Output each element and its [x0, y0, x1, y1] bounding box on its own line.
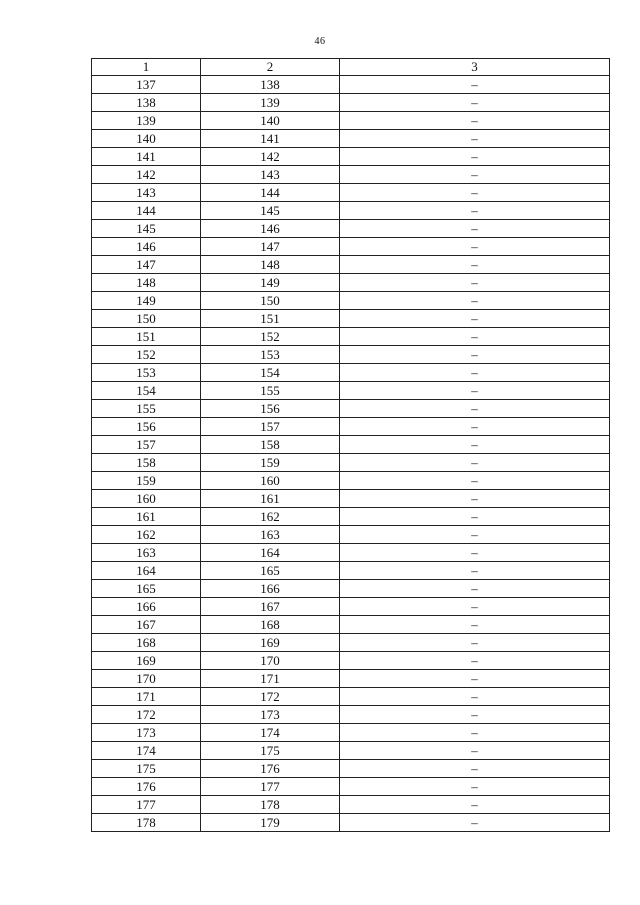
table-row	[92, 670, 610, 688]
table-cell-col1: 167	[92, 616, 201, 634]
table-cell-col3: –	[340, 220, 610, 238]
table-row	[92, 562, 610, 580]
table-row	[92, 418, 610, 436]
table-cell-col3: –	[340, 724, 610, 742]
column-header-2: 2	[201, 59, 340, 76]
table-cell-col2: 169	[201, 634, 340, 652]
table-cell-col2: 166	[201, 580, 340, 598]
table-cell-col3: –	[340, 796, 610, 814]
table-row	[92, 256, 610, 274]
table-cell-col2: 172	[201, 688, 340, 706]
table-cell-col2: 156	[201, 400, 340, 418]
table-cell-col1: 175	[92, 760, 201, 778]
table-cell-col1: 178	[92, 814, 201, 832]
table-row	[92, 202, 610, 220]
table-cell-col1: 148	[92, 274, 201, 292]
table-row	[92, 616, 610, 634]
table-cell-col2: 161	[201, 490, 340, 508]
table-cell-col2: 170	[201, 652, 340, 670]
table-cell-col1: 162	[92, 526, 201, 544]
table-row	[92, 382, 610, 400]
table-cell-col1: 168	[92, 634, 201, 652]
table-row	[92, 238, 610, 256]
table-row	[92, 742, 610, 760]
table-cell-col3: –	[340, 130, 610, 148]
table-cell-col1: 171	[92, 688, 201, 706]
table-cell-col1: 160	[92, 490, 201, 508]
table-row	[92, 112, 610, 130]
table-cell-col1: 149	[92, 292, 201, 310]
table-cell-col3: –	[340, 814, 610, 832]
table-cell-col3: –	[340, 706, 610, 724]
table-cell-col2: 167	[201, 598, 340, 616]
table-cell-col2: 178	[201, 796, 340, 814]
table-cell-col1: 176	[92, 778, 201, 796]
table-cell-col1: 146	[92, 238, 201, 256]
table-row	[92, 130, 610, 148]
table-cell-col3: –	[340, 526, 610, 544]
table-cell-col3: –	[340, 274, 610, 292]
table-row	[92, 796, 610, 814]
table-body	[92, 76, 610, 832]
table-cell-col1: 139	[92, 112, 201, 130]
table-row	[92, 166, 610, 184]
table-cell-col2: 158	[201, 436, 340, 454]
table-cell-col3: –	[340, 562, 610, 580]
table-cell-col2: 159	[201, 454, 340, 472]
table-cell-col3: –	[340, 742, 610, 760]
table-cell-col2: 138	[201, 76, 340, 94]
table-row	[92, 148, 610, 166]
table-cell-col2: 160	[201, 472, 340, 490]
table-cell-col3: –	[340, 184, 610, 202]
table-row	[92, 436, 610, 454]
table-row	[92, 94, 610, 112]
table-row	[92, 634, 610, 652]
table-cell-col1: 157	[92, 436, 201, 454]
table-cell-col2: 153	[201, 346, 340, 364]
table-cell-col2: 168	[201, 616, 340, 634]
table-cell-col2: 152	[201, 328, 340, 346]
table-row	[92, 706, 610, 724]
table-cell-col1: 165	[92, 580, 201, 598]
table-cell-col3: –	[340, 310, 610, 328]
table-cell-col3: –	[340, 544, 610, 562]
table-cell-col3: –	[340, 778, 610, 796]
table-row	[92, 778, 610, 796]
table-cell-col2: 142	[201, 148, 340, 166]
table-row	[92, 472, 610, 490]
table-cell-col1: 141	[92, 148, 201, 166]
table-cell-col1: 147	[92, 256, 201, 274]
table-row	[92, 652, 610, 670]
table-cell-col1: 155	[92, 400, 201, 418]
table-cell-col1: 152	[92, 346, 201, 364]
table-cell-col2: 155	[201, 382, 340, 400]
table-cell-col3: –	[340, 94, 610, 112]
table-cell-col2: 146	[201, 220, 340, 238]
table-cell-col3: –	[340, 382, 610, 400]
table-cell-col2: 150	[201, 292, 340, 310]
table-cell-col1: 142	[92, 166, 201, 184]
table-cell-col3: –	[340, 202, 610, 220]
table-row	[92, 76, 610, 94]
table-row	[92, 526, 610, 544]
table-row	[92, 274, 610, 292]
column-header-3: 3	[340, 59, 610, 76]
table-cell-col2: 174	[201, 724, 340, 742]
table-cell-col2: 171	[201, 670, 340, 688]
table-cell-col2: 139	[201, 94, 340, 112]
table-cell-col1: 151	[92, 328, 201, 346]
table-cell-col2: 154	[201, 364, 340, 382]
table-cell-col1: 163	[92, 544, 201, 562]
table-cell-col2: 148	[201, 256, 340, 274]
table-cell-col2: 175	[201, 742, 340, 760]
table-cell-col1: 140	[92, 130, 201, 148]
table-row	[92, 508, 610, 526]
table-cell-col2: 143	[201, 166, 340, 184]
table-cell-col3: –	[340, 454, 610, 472]
column-header-1: 1	[92, 59, 201, 76]
table-row	[92, 346, 610, 364]
table-row	[92, 292, 610, 310]
table-cell-col1: 156	[92, 418, 201, 436]
table-cell-col1: 161	[92, 508, 201, 526]
table-cell-col1: 170	[92, 670, 201, 688]
table-cell-col2: 141	[201, 130, 340, 148]
table-cell-col1: 172	[92, 706, 201, 724]
table-cell-col1: 154	[92, 382, 201, 400]
table-row	[92, 760, 610, 778]
table-cell-col3: –	[340, 418, 610, 436]
table-cell-col3: –	[340, 688, 610, 706]
table-cell-col1: 166	[92, 598, 201, 616]
table-cell-col3: –	[340, 652, 610, 670]
table-cell-col1: 177	[92, 796, 201, 814]
table-cell-col2: 165	[201, 562, 340, 580]
table-row	[92, 724, 610, 742]
table-cell-col3: –	[340, 148, 610, 166]
table-row	[92, 598, 610, 616]
table-row	[92, 328, 610, 346]
table-cell-col3: –	[340, 616, 610, 634]
table-cell-col1: 145	[92, 220, 201, 238]
table-cell-col3: –	[340, 112, 610, 130]
table-cell-col2: 157	[201, 418, 340, 436]
table-row	[92, 364, 610, 382]
data-table	[91, 58, 610, 832]
table-cell-col3: –	[340, 472, 610, 490]
table-cell-col2: 179	[201, 814, 340, 832]
table-cell-col2: 164	[201, 544, 340, 562]
table-cell-col3: –	[340, 292, 610, 310]
table-cell-col3: –	[340, 598, 610, 616]
table-cell-col1: 158	[92, 454, 201, 472]
table-cell-col3: –	[340, 166, 610, 184]
table-cell-col2: 149	[201, 274, 340, 292]
table-cell-col3: –	[340, 634, 610, 652]
table-cell-col2: 144	[201, 184, 340, 202]
table-cell-col3: –	[340, 76, 610, 94]
table-cell-col3: –	[340, 256, 610, 274]
table-row	[92, 184, 610, 202]
table-cell-col3: –	[340, 760, 610, 778]
table-cell-col2: 145	[201, 202, 340, 220]
page-number: 46	[314, 36, 326, 47]
table-row	[92, 310, 610, 328]
table-cell-col3: –	[340, 364, 610, 382]
table-cell-col2: 177	[201, 778, 340, 796]
table-row	[92, 220, 610, 238]
table-row	[92, 544, 610, 562]
table-row	[92, 814, 610, 832]
table-cell-col3: –	[340, 400, 610, 418]
table-cell-col1: 159	[92, 472, 201, 490]
table-cell-col1: 174	[92, 742, 201, 760]
table-cell-col1: 169	[92, 652, 201, 670]
table-cell-col1: 153	[92, 364, 201, 382]
table-row	[92, 400, 610, 418]
table-cell-col3: –	[340, 508, 610, 526]
table-row	[92, 454, 610, 472]
table-row	[92, 688, 610, 706]
table-cell-col1: 144	[92, 202, 201, 220]
table-row	[92, 580, 610, 598]
table-cell-col1: 138	[92, 94, 201, 112]
table-cell-col3: –	[340, 490, 610, 508]
table-cell-col3: –	[340, 670, 610, 688]
table-row	[92, 490, 610, 508]
table-cell-col2: 140	[201, 112, 340, 130]
table-cell-col2: 147	[201, 238, 340, 256]
table-cell-col2: 173	[201, 706, 340, 724]
table-cell-col3: –	[340, 436, 610, 454]
table-cell-col1: 137	[92, 76, 201, 94]
table-cell-col2: 151	[201, 310, 340, 328]
table-cell-col2: 163	[201, 526, 340, 544]
table-cell-col1: 143	[92, 184, 201, 202]
table-cell-col1: 150	[92, 310, 201, 328]
table-cell-col3: –	[340, 580, 610, 598]
table-cell-col2: 176	[201, 760, 340, 778]
table-cell-col2: 162	[201, 508, 340, 526]
table-cell-col3: –	[340, 238, 610, 256]
table-cell-col3: –	[340, 328, 610, 346]
table-cell-col1: 164	[92, 562, 201, 580]
table-cell-col3: –	[340, 346, 610, 364]
table-cell-col1: 173	[92, 724, 201, 742]
header-row	[92, 59, 610, 76]
